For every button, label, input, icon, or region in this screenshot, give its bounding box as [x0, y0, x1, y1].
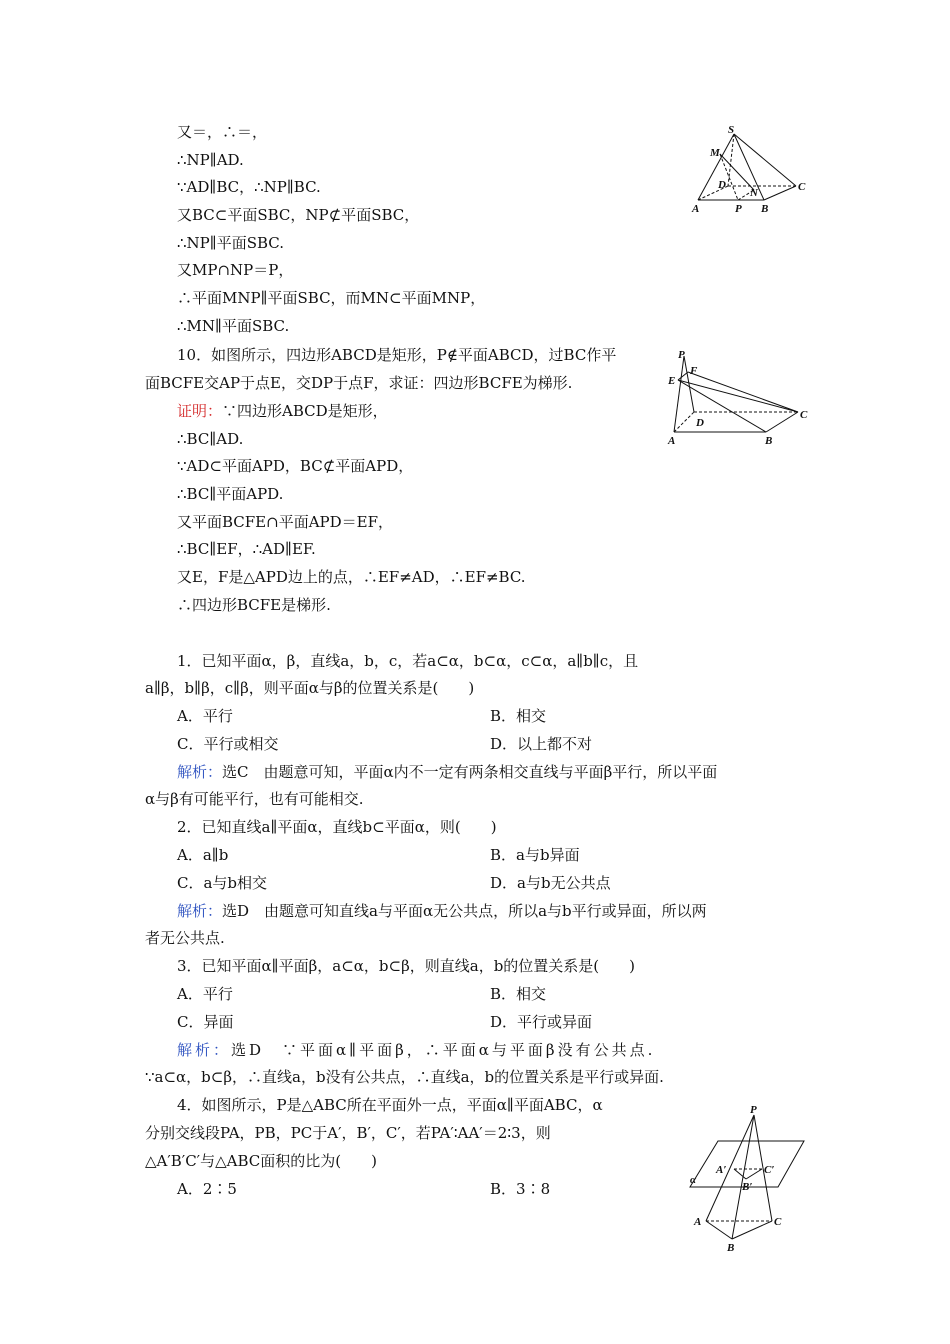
- q10-proof-line: ∴BC∥EF，∴AD∥EF.: [177, 540, 316, 558]
- label-b: B: [727, 1242, 735, 1253]
- label-a: A: [668, 435, 676, 447]
- label-c-prime: C′: [764, 1164, 775, 1176]
- proof-line: ∵AD∥BC，∴NP∥BC.: [177, 178, 321, 196]
- proof-label: 证明：: [177, 402, 223, 420]
- q3-stem-line1: 3．已知平面α∥平面β，a⊂α，b⊂β，则直线a，b的位置关系是( ): [177, 957, 636, 975]
- q10-proof-line: 又平面BCFE∩平面APD＝EF，: [177, 513, 394, 531]
- label-a: A: [692, 203, 700, 215]
- q4-stem-line1: 4．如图所示，P是△ABC所在平面外一点，平面α∥平面ABC，α: [177, 1096, 603, 1114]
- analysis-text: 选D 由题意可知直线a与平面α无公共点，所以a与b平行或异面，所以两: [222, 902, 707, 920]
- proof-line: ∴平面MNP∥平面SBC，而MN⊂平面MNP，: [177, 289, 486, 307]
- plane-section-figure: [684, 1103, 810, 1253]
- q10-stem-line2: 面BCFE交AP于点E，交DP于点F，求证：四边形BCFE为梯形.: [145, 374, 573, 392]
- q4-stem-line2: 分别交线段PA，PB，PC于A′，B′，C′，若PA′∶AA′＝2∶3，则: [145, 1124, 551, 1142]
- proof-line: 又MP∩NP＝P，: [177, 261, 294, 279]
- q10-proof-line: 又E，F是△APD边上的点，∴EF≠AD，∴EF≠BC.: [177, 568, 526, 586]
- q2-option-d: D．a与b无公共点: [490, 874, 611, 892]
- q3-analysis-line2: ∵a⊂α，b⊂β，∴直线a，b没有公共点，∴直线a，b的位置关系是平行或异面.: [145, 1068, 664, 1086]
- q1-stem-line1: 1．已知平面α，β，直线a，b，c，若a⊂α，b⊂α，c⊂α，a∥b∥c，且: [177, 652, 639, 670]
- label-a: A: [694, 1216, 702, 1228]
- proof-text: ∵四边形ABCD是矩形，: [222, 402, 388, 420]
- trapezoid-figure: [664, 346, 810, 448]
- analysis-label: 解析：: [177, 763, 223, 781]
- label-p: P: [750, 1104, 757, 1116]
- label-p: P: [735, 203, 742, 215]
- q2-option-a: A．a∥b: [177, 846, 229, 864]
- proof-line: ∴NP∥AD.: [177, 151, 244, 169]
- q1-analysis-line1: [177, 762, 717, 782]
- proof-line: ∴NP∥平面SBC.: [177, 234, 284, 252]
- q1-analysis-line2: α与β有可能平行，也有可能相交.: [145, 790, 364, 808]
- q1-option-a: A．平行: [177, 707, 233, 725]
- q10-proof-first: [177, 401, 388, 421]
- analysis-text: 选C 由题意可知，平面α内不一定有两条相交直线与平面β平行，所以平面: [222, 763, 718, 781]
- label-f: F: [690, 365, 698, 377]
- q4-option-a: A．2∶5: [177, 1180, 237, 1198]
- label-c: C: [800, 409, 808, 421]
- q10-proof-line: ∴四边形BCFE是梯形.: [177, 596, 331, 614]
- q1-stem-line2: a∥β，b∥β，c∥β，则平面α与β的位置关系是( ): [145, 679, 475, 697]
- q10-proof-line: ∴BC∥平面APD.: [177, 485, 284, 503]
- label-b: B: [761, 203, 769, 215]
- label-b-prime: B′: [742, 1181, 753, 1193]
- label-m: M: [710, 147, 720, 159]
- q3-option-b: B．相交: [490, 985, 547, 1003]
- analysis-label: 解析：: [177, 902, 223, 920]
- q4-stem-line3: △A′B′C′与△ABC面积的比为( ): [145, 1152, 377, 1170]
- q2-stem-line1: 2．已知直线a∥平面α，直线b⊂平面α，则( ): [177, 818, 497, 836]
- analysis-text: 选D ∵平面α∥平面β，∴平面α与平面β没有公共点.: [231, 1041, 656, 1059]
- q1-option-b: B．相交: [490, 707, 547, 725]
- q1-option-d: D．以上都不对: [490, 735, 593, 753]
- label-p: P: [678, 349, 685, 361]
- proof-line: ∴MN∥平面SBC.: [177, 317, 290, 335]
- q4-option-b: B．3∶8: [490, 1180, 551, 1198]
- proof-line: 又BC⊂平面SBC，NP⊄平面SBC，: [177, 206, 420, 224]
- analysis-label: 解析：: [177, 1041, 232, 1059]
- pyramid-figure: [688, 124, 812, 216]
- q2-analysis-line2: 者无公共点.: [145, 929, 225, 947]
- label-s: S: [728, 124, 735, 136]
- label-c: C: [798, 181, 806, 193]
- label-d: D: [696, 417, 704, 429]
- label-b: B: [765, 435, 773, 447]
- q10-proof-line: ∵AD⊂平面APD，BC⊄平面APD，: [177, 457, 414, 475]
- q3-analysis-line1: [177, 1040, 655, 1060]
- q10-stem-line1: 10．如图所示，四边形ABCD是矩形，P∉平面ABCD，过BC作平: [177, 346, 617, 364]
- q10-proof-line: ∴BC∥AD.: [177, 430, 244, 448]
- q3-option-c: C．异面: [177, 1013, 234, 1031]
- q1-option-c: C．平行或相交: [177, 735, 279, 753]
- q3-option-d: D．平行或异面: [490, 1013, 593, 1031]
- q3-option-a: A．平行: [177, 985, 233, 1003]
- label-alpha: α: [690, 1174, 697, 1186]
- q2-analysis-line1: [177, 901, 707, 921]
- label-e: E: [668, 375, 676, 387]
- label-c: C: [774, 1216, 782, 1228]
- label-d: D: [718, 179, 726, 191]
- label-n: N: [750, 187, 758, 199]
- proof-line: 又＝，∴＝，: [177, 123, 268, 141]
- q2-option-b: B．a与b异面: [490, 846, 580, 864]
- q2-option-c: C．a与b相交: [177, 874, 268, 892]
- label-a-prime: A′: [716, 1164, 727, 1176]
